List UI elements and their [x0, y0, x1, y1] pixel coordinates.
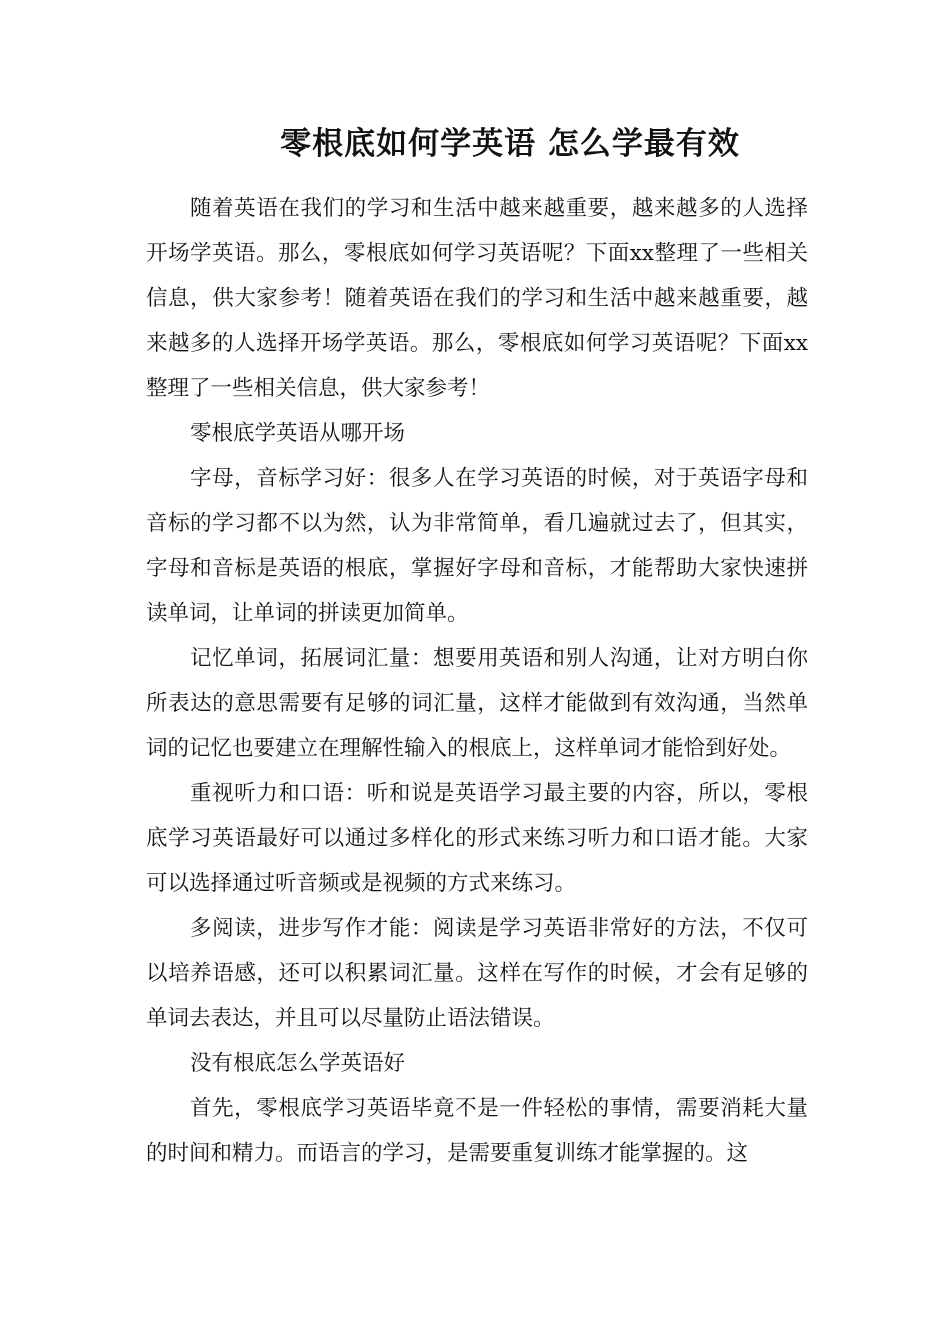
- paragraph-listening-speaking: 重视听力和口语：听和说是英语学习最主要的内容，所以，零根底学习英语最好可以通过多样化的形式来练习听力和口语才能。大家可以选择通过听音频或是视频的方式来练习。: [146, 781, 808, 896]
- paragraph-intro: 随着英语在我们的学习和生活中越来越重要，越来越多的人选择开场学英语。那么，零根底如何学习英语呢？下面xx整理了一些相关信息，供大家参考！随着英语在我们的学习和生活中越来越重要，越来越多的人选择开场学英语。那么，零根底如何学习英语呢？下面xx整理了一些相关信息，供大家参考！: [146, 196, 808, 401]
- section-heading-where-to-start: 零根底学英语从哪开场: [190, 421, 406, 446]
- paragraph-reading-writing: 多阅读，进步写作才能：阅读是学习英语非常好的方法，不仅可以培养语感，还可以积累词汇量。这样在写作的时候，才会有足够的单词去表达，并且可以尽量防止语法错误。: [146, 916, 808, 1031]
- section-heading-no-foundation: 没有根底怎么学英语好: [190, 1051, 406, 1076]
- paragraph-vocabulary: 记忆单词，拓展词汇量：想要用英语和别人沟通，让对方明白你所表达的意思需要有足够的词汇量，这样才能做到有效沟通，当然单词的记忆也要建立在理解性输入的根底上，这样单词才能恰到好处。: [146, 646, 808, 761]
- document-body: [146, 186, 808, 1176]
- paragraph-alphabet-phonetics: 字母，音标学习好：很多人在学习英语的时候，对于英语字母和音标的学习都不以为然，认为非常简单，看几遍就过去了，但其实，字母和音标是英语的根底，掌握好字母和音标，才能帮助大家快速拼读单词，让单词的拼读更加简单。: [146, 466, 808, 626]
- paragraph-first: 首先，零根底学习英语毕竟不是一件轻松的事情，需要消耗大量的时间和精力。而语言的学习，是需要重复训练才能掌握的。这: [146, 1096, 808, 1166]
- document-title: 零根底如何学英语 怎么学最有效: [280, 126, 740, 162]
